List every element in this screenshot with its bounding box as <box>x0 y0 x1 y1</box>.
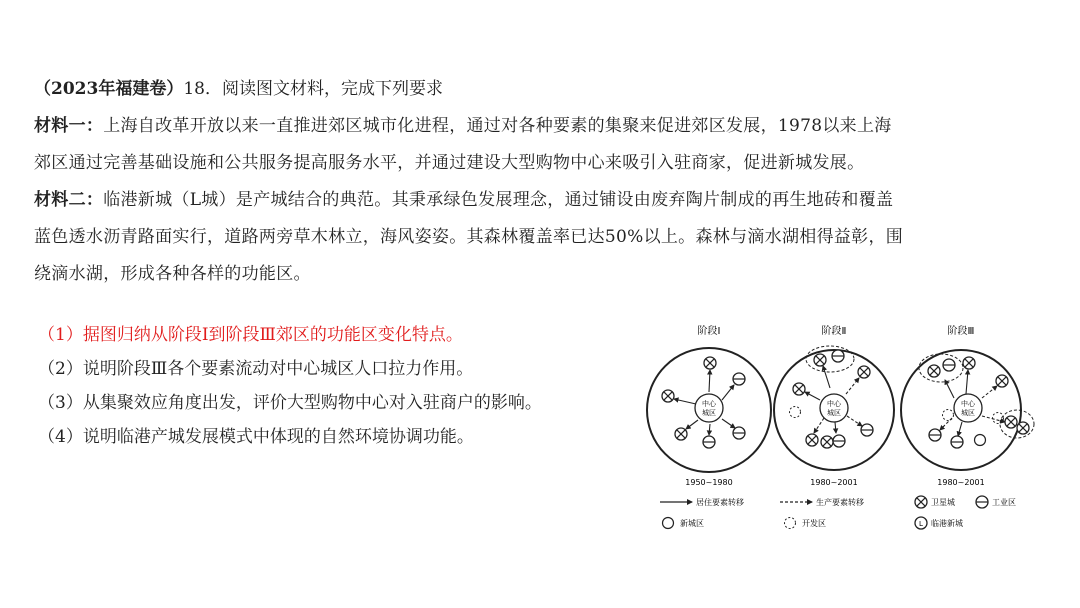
stage-1-center-label-1: 中心 <box>702 400 716 408</box>
satellite-legend-icon <box>915 496 927 508</box>
satellite-icon <box>1017 422 1029 434</box>
material-one-line-1: 上海自改革开放以来一直推进郊区城市化进程，通过对各种要素的集聚来促进郊区发展，1978以来上海 <box>103 116 892 136</box>
industrial-icon <box>951 436 963 448</box>
material-two <box>34 182 1044 293</box>
diagram-legend <box>660 496 1016 529</box>
satellite-icon <box>996 375 1008 387</box>
stage-3-title: 阶段Ⅲ <box>947 326 975 337</box>
material-two-label: 材料二： <box>34 190 104 210</box>
industrial-icon <box>703 436 715 448</box>
satellite-icon <box>704 357 716 369</box>
satellite-icon <box>928 365 940 377</box>
satellite-icon <box>1005 416 1017 428</box>
legend-industrial: 工业区 <box>992 498 1016 507</box>
diagram-svg <box>630 318 1050 548</box>
question-3: （3）从集聚效应角度出发，评价大型购物中心对入驻商户的影响。 <box>38 393 542 413</box>
stage-3-panel <box>901 350 1034 487</box>
dev-zone-icon <box>943 410 954 421</box>
satellite-icon <box>806 434 818 446</box>
material-two-line-1: 临港新城（L城）是产城结合的典范。其秉承绿色发展理念，通过铺设由废弃陶片制成的再生地砖和覆盖 <box>103 190 894 210</box>
material-two-line-3: 绕滴水湖，形成各种各样的功能区。 <box>34 264 311 284</box>
question-list <box>38 318 638 454</box>
stage-2-panel <box>774 346 894 487</box>
lingang-letter: L <box>919 520 923 528</box>
stage-2-period: 1980~2001 <box>810 478 858 487</box>
stage-3-period: 1980~2001 <box>937 478 985 487</box>
legend-new-district: 新城区 <box>680 519 704 528</box>
dev-zone-legend-icon <box>785 518 796 529</box>
industrial-icon <box>733 427 745 439</box>
stage-2-title: 阶段Ⅱ <box>821 326 847 337</box>
stage-3-center <box>954 394 982 422</box>
question-1: （1）据图归纳从阶段Ⅰ到阶段Ⅲ郊区的功能区变化特点。 <box>38 325 463 345</box>
industrial-legend-icon <box>976 496 988 508</box>
question-2: （2）说明阶段Ⅲ各个要素流动对中心城区人口拉力作用。 <box>38 359 474 379</box>
satellite-icon <box>793 383 805 395</box>
satellite-icon <box>821 436 833 448</box>
material-one <box>34 108 1044 182</box>
new-district-icon <box>975 435 986 446</box>
industrial-icon <box>929 429 941 441</box>
stage-1-period: 1950~1980 <box>685 478 733 487</box>
stage-1-center-label-2: 城区 <box>702 409 716 417</box>
question-4: （4）说明临港产城发展模式中体现的自然环境协调功能。 <box>38 427 474 447</box>
stage-3-center-label-1: 中心 <box>961 400 975 408</box>
question-number: 18．阅读图文材料，完成下列要求 <box>183 79 443 99</box>
new-district-legend-icon <box>663 518 674 529</box>
satellite-icon <box>963 357 975 369</box>
stage-1-center <box>695 394 723 422</box>
legend-satellite: 卫星城 <box>931 498 955 507</box>
satellite-icon <box>858 366 870 378</box>
exam-year-tag: （2023年福建卷） <box>34 79 184 99</box>
suburb-stage-diagram <box>630 318 1050 548</box>
stage-2-center-label-2: 城区 <box>827 409 841 417</box>
stage-2-center-label-1: 中心 <box>827 400 841 408</box>
legend-residential: 居住要素转移 <box>696 498 744 507</box>
legend-dev-zone: 开发区 <box>802 519 826 528</box>
material-section <box>34 76 1044 293</box>
industrial-icon <box>832 350 844 362</box>
dev-zone-icon <box>993 413 1004 424</box>
stage-2-center <box>820 394 848 422</box>
dev-zone-icon <box>790 407 801 418</box>
industrial-icon <box>943 359 955 371</box>
industrial-icon <box>861 424 873 436</box>
legend-production: 生产要素转移 <box>816 498 864 507</box>
stage-1-title: 阶段Ⅰ <box>697 326 721 337</box>
legend-lingang: 临港新城 <box>931 519 963 528</box>
industrial-icon <box>833 435 845 447</box>
material-one-line-2: 郊区通过完善基础设施和公共服务提高服务水平，并通过建设大型购物中心来吸引入驻商家，促进新城发展。 <box>34 153 865 173</box>
material-one-label: 材料一： <box>34 116 104 136</box>
stage-3-center-label-2: 城区 <box>961 409 975 417</box>
question-title <box>34 76 1044 102</box>
material-two-line-2: 蓝色透水沥青路面实行，道路两旁草木林立，海风姿姿。其森林覆盖率已达50%以上。森林与滴水湖相得益彰，围 <box>34 227 904 247</box>
stage-1-panel <box>647 348 771 487</box>
satellite-icon <box>814 354 826 366</box>
satellite-icon <box>675 428 687 440</box>
satellite-icon <box>662 390 674 402</box>
industrial-icon <box>733 373 745 385</box>
